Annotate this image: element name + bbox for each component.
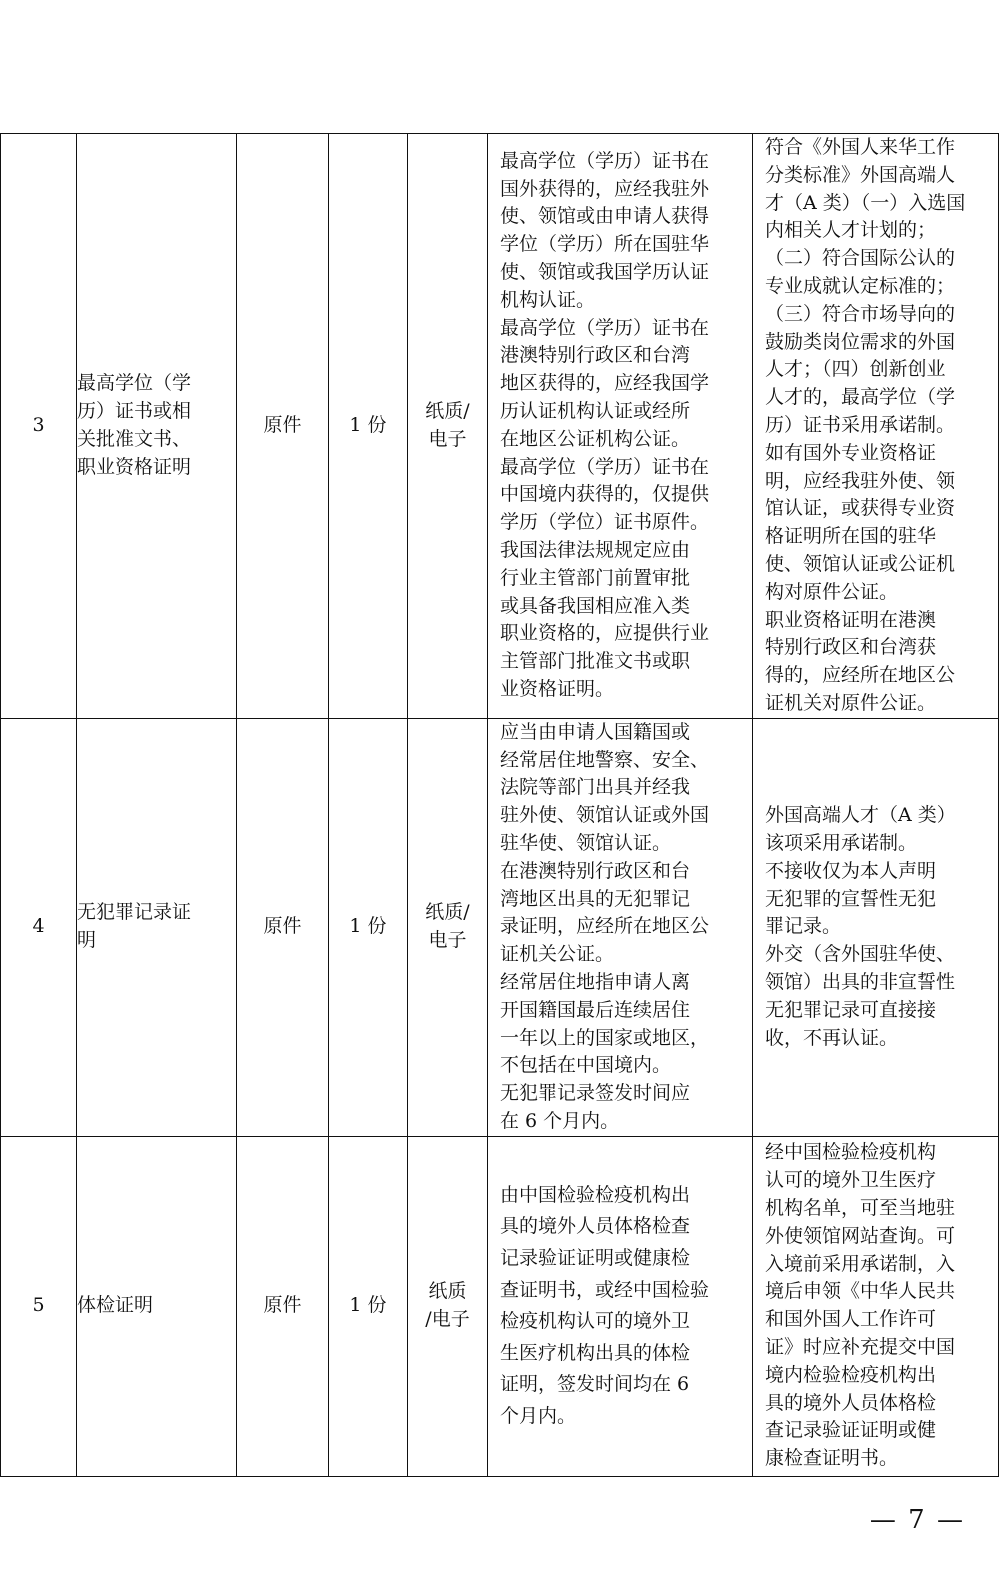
material-count: 1 份: [329, 1136, 408, 1476]
cell-text-line: 纸质/: [425, 400, 470, 423]
material-media: [408, 718, 488, 1136]
cell-text-line: 最高学位（学历）证书在: [500, 316, 710, 339]
cell-text-line: 我国法律法规规定应由: [500, 539, 691, 562]
cell-text-line: 专业成就认定标准的；: [765, 274, 956, 297]
cell-text-line: 明: [77, 929, 97, 952]
cell-text-line: 外交（含外国驻华使、: [765, 943, 956, 966]
cell-text-line: 使、领馆或我国学历认证: [500, 261, 710, 284]
cell-text-line: 格证明所在国的驻华: [765, 525, 937, 548]
cell-text-line: 国外获得的，应经我驻外: [500, 177, 710, 200]
cell-text-line: 馆认证，或获得专业资: [765, 497, 956, 520]
cell-text-line: 境内检验检疫机构出: [765, 1363, 937, 1386]
cell-text-line: 生医疗机构出具的体检: [500, 1341, 691, 1364]
material-note: [753, 718, 999, 1136]
material-note: [753, 134, 999, 719]
material-requirement: [488, 718, 753, 1136]
cell-text-line: 经中国检验检疫机构: [765, 1141, 937, 1164]
table-row: [1, 718, 999, 1136]
cell-text-line: 查记录验证证明或健: [765, 1419, 937, 1442]
cell-text-line: 经常居住地警察、安全、: [500, 748, 710, 771]
cell-text-line: 无犯罪记录可直接接: [765, 998, 937, 1021]
cell-text-line: 如有国外专业资格证: [765, 441, 937, 464]
cell-text-line: 港澳特别行政区和台湾: [500, 344, 691, 367]
cell-text-line: 符合《外国人来华工作: [765, 136, 956, 158]
cell-text-line: 特别行政区和台湾获: [765, 636, 937, 659]
material-name: [77, 718, 237, 1136]
page-number: — 7 —: [869, 1505, 965, 1535]
cell-text-line: 纸质: [428, 1280, 467, 1303]
cell-text-line: 收，不再认证。: [765, 1026, 899, 1049]
cell-text-line: /电子: [425, 1308, 470, 1331]
material-form: 原件: [237, 134, 329, 719]
cell-text-line: 业资格证明。: [500, 678, 615, 701]
cell-text-line: 历）证书或相: [77, 400, 192, 423]
cell-text-line: 在地区公证机构公证。: [500, 427, 691, 450]
cell-text-line: 使、领馆认证或公证机: [765, 552, 956, 575]
cell-text-line: 学位（学历）所在国驻华: [500, 233, 710, 256]
material-form: 原件: [237, 718, 329, 1136]
material-note: [753, 1136, 999, 1476]
cell-text-line: 学历（学位）证书原件。: [500, 511, 710, 534]
material-form: 原件: [237, 1136, 329, 1476]
cell-text-line: 职业资格的，应提供行业: [500, 622, 710, 645]
cell-text-line: 职业资格证明在港澳: [765, 608, 937, 631]
material-name: [77, 1136, 237, 1476]
cell-text-line: 才（A 类）（一）入选国: [765, 191, 966, 214]
cell-text-line: 历认证机构认证或经所: [500, 400, 691, 423]
cell-text-line: 入境前采用承诺制，入: [765, 1252, 956, 1275]
cell-text-line: 最高学位（学: [77, 372, 192, 395]
cell-text-line: 在 6 个月内。: [500, 1109, 620, 1132]
cell-text-line: 最高学位（学历）证书在: [500, 455, 710, 478]
cell-text-line: 分类标准》外国高端人: [765, 163, 956, 186]
material-media: [408, 134, 488, 719]
cell-text-line: 湾地区出具的无犯罪记: [500, 887, 691, 910]
cell-text-line: 纸质/: [425, 901, 470, 924]
cell-text-line: 地区获得的，应经我国学: [500, 372, 710, 395]
cell-text-line: 一年以上的国家或地区，: [500, 1026, 710, 1049]
table-row: [1, 134, 999, 719]
cell-text-line: 使、领馆或由申请人获得: [500, 205, 710, 228]
cell-text-line: 得的，应经所在地区公: [765, 664, 956, 687]
cell-text-line: 构对原件公证。: [765, 580, 899, 603]
material-media: [408, 1136, 488, 1476]
cell-text-line: 记录验证证明或健康检: [500, 1247, 691, 1269]
material-requirement: [488, 134, 753, 719]
cell-text-line: 认可的境外卫生医疗: [765, 1169, 937, 1192]
cell-text-line: 罪记录。: [765, 915, 842, 938]
cell-text-line: 领馆）出具的非宣誓性: [765, 970, 956, 993]
cell-text-line: 康检查证明书。: [765, 1447, 899, 1470]
cell-text-line: 不包括在中国境内。: [500, 1054, 672, 1077]
cell-text-line: 录证明，应经所在地区公: [500, 915, 710, 938]
cell-text-line: 中国境内获得的，仅提供: [500, 483, 710, 506]
cell-text-line: 检疫机构认可的境外卫: [500, 1310, 691, 1333]
requirements-table: [0, 133, 999, 1477]
cell-text-line: 证明，签发时间均在 6: [500, 1373, 690, 1396]
cell-text-line: 个月内。: [500, 1404, 577, 1427]
cell-text-line: 在港澳特别行政区和台: [500, 859, 691, 882]
table-body: [1, 134, 999, 1477]
material-requirement: [488, 1136, 753, 1476]
cell-text-line: 和国外国人工作许可: [765, 1308, 937, 1331]
cell-text-line: 不接收仅为本人声明: [765, 859, 937, 882]
cell-text-line: 历）证书采用承诺制。: [765, 413, 956, 436]
cell-text-line: 最高学位（学历）证书在: [500, 149, 710, 172]
cell-text-line: 人才；（四）创新创业: [765, 358, 946, 381]
cell-text-line: 无犯罪的宣誓性无犯: [765, 887, 937, 910]
cell-text-line: 机构认证。: [500, 288, 596, 311]
cell-text-line: 驻华使、领馆认证。: [500, 831, 672, 854]
cell-text-line: 电子: [428, 929, 467, 952]
cell-text-line: 开国籍国最后连续居住: [500, 998, 691, 1021]
cell-text-line: 境后申领《中华人民共: [765, 1280, 956, 1303]
cell-text-line: 应当由申请人国籍国或: [500, 720, 691, 743]
cell-text-line: 关批准文书、: [77, 427, 192, 450]
cell-text-line: 由中国检验检疫机构出: [500, 1183, 691, 1206]
material-name: [77, 134, 237, 719]
cell-text-line: 查证明书，或经中国检验: [500, 1278, 710, 1301]
table-row: [1, 1136, 999, 1476]
cell-text-line: 或具备我国相应准入类: [500, 594, 691, 617]
material-count: 1 份: [329, 718, 408, 1136]
cell-text-line: 具的境外人员体格检查: [500, 1215, 691, 1238]
cell-text-line: （三）符合市场导向的: [765, 302, 956, 325]
cell-text-line: 该项采用承诺制。: [765, 831, 918, 854]
row-number: 4: [1, 718, 77, 1136]
cell-text-line: 电子: [428, 427, 467, 450]
cell-text-line: 主管部门批准文书或职: [500, 650, 691, 673]
cell-text-line: 驻外使、领馆认证或外国: [500, 804, 710, 827]
cell-text-line: 外国高端人才（A 类）: [765, 804, 956, 827]
cell-text-line: 证机关公证。: [500, 943, 615, 966]
cell-text-line: 人才的，最高学位（学: [765, 386, 956, 409]
cell-text-line: （二）符合国际公认的: [765, 247, 956, 270]
cell-text-line: 证机关对原件公证。: [765, 691, 937, 714]
cell-text-line: 法院等部门出具并经我: [500, 776, 691, 799]
cell-text-line: 外使领馆网站查询。可: [765, 1224, 956, 1247]
row-number: 3: [1, 134, 77, 719]
cell-text-line: 体检证明: [77, 1294, 154, 1317]
cell-text-line: 鼓励类岗位需求的外国: [765, 330, 956, 353]
cell-text-line: 证》时应补充提交中国: [765, 1335, 956, 1358]
cell-text-line: 内相关人才计划的；: [765, 219, 937, 242]
cell-text-line: 无犯罪记录证: [77, 901, 192, 924]
row-number: 5: [1, 1136, 77, 1476]
cell-text-line: 具的境外人员体格检: [765, 1391, 937, 1414]
material-count: 1 份: [329, 134, 408, 719]
cell-text-line: 经常居住地指申请人离: [500, 970, 691, 993]
cell-text-line: 行业主管部门前置审批: [500, 566, 691, 589]
cell-text-line: 职业资格证明: [77, 455, 192, 478]
cell-text-line: 明，应经我驻外使、领: [765, 469, 956, 492]
cell-text-line: 机构名单，可至当地驻: [765, 1197, 956, 1219]
cell-text-line: 无犯罪记录签发时间应: [500, 1082, 691, 1105]
